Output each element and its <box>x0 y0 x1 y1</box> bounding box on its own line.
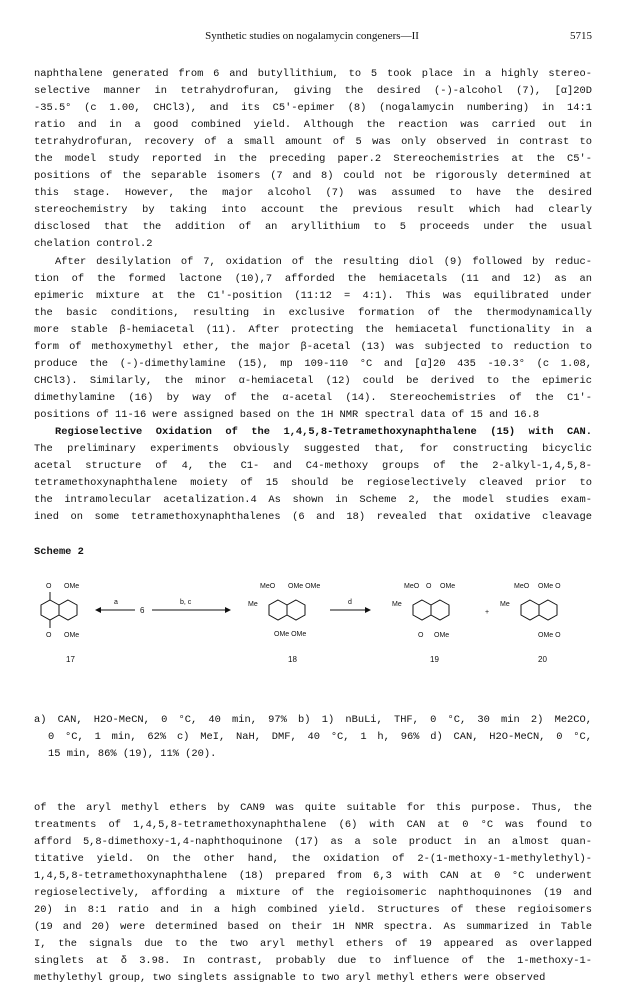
substituent-label: O <box>46 632 52 639</box>
text-line: tetrahydrofuran, recovery of a small amount of 5 was only observed in contrast to <box>34 136 592 149</box>
running-header <box>32 30 592 46</box>
text-line: singlets at δ 3.98. In contrast, probably due to influence of the 1-methoxy-1- <box>34 955 592 968</box>
text-line: ined on some tetramethoxynaphthalenes (6 and 18) revealed that oxidative cleavage <box>34 511 592 524</box>
paragraph-3 <box>34 424 592 526</box>
conditions-line: a) CAN, H2O-MeCN, 0 °C, 40 min, 97% b) 1) nBuLi, THF, 0 °C, 30 min 2) Me2CO, <box>34 714 592 726</box>
compound-18-structure <box>248 583 320 638</box>
arrow-label-a: a <box>114 599 118 606</box>
compound-18-label: 18 <box>288 655 297 664</box>
compound-19-label: 19 <box>430 655 439 664</box>
text-line: -35.5° (c 1.00, CHCl3), and its C5'-epimer (8) (nogalamycin numbering) in 14:1 <box>34 102 592 115</box>
paragraph-2 <box>34 254 592 424</box>
substituent-label: O <box>426 583 432 590</box>
section-heading: Regioselective Oxidation of the 1,4,5,8-Tetramethoxynaphthalene (15) with CAN. <box>55 426 592 438</box>
text-line: stereochemistry by taking into account the previous result which had clearly <box>34 204 592 217</box>
compound-6-label: 6 <box>140 606 145 615</box>
text-line: tion of the formed lactone (10),7 afforded the hemiacetals (11 and 12) as an <box>34 273 592 286</box>
text-line: 20) in 8:1 ratio and in a high combined yield. Structures of these regioisomers <box>34 904 592 917</box>
page-number: 5715 <box>570 30 592 42</box>
text-line: titative yield. On the other hand, the oxidation of 2-(1-methoxy-1-methylethyl)- <box>34 853 592 866</box>
substituent-label: O <box>418 632 424 639</box>
text-line: the basic conditions, resulting in exclusive formation of the thermodynamically <box>34 307 592 320</box>
substituent-label: OMe OMe <box>288 583 321 590</box>
text-line: dimethylamine (16) by way of the α-acetal (14). Stereochemistries of the C1'- <box>34 392 592 405</box>
text-line: After desilylation of 7, oxidation of the resulting diol (9) followed by reduc- <box>55 256 592 268</box>
substituent-label: OMe O <box>538 632 561 639</box>
text-line: form of methoxymethyl ether, the major β-acetal (13) was subjected to reduction to <box>34 341 592 354</box>
substituent-label: O <box>46 583 52 590</box>
compound-19-structure <box>392 583 455 639</box>
paragraph-1 <box>34 66 592 254</box>
text-line: ratio and in a good combined yield. Although the reaction was carried out in <box>34 119 592 132</box>
conditions-line: 15 min, 86% (19), 11% (20). <box>48 748 217 761</box>
text-line: this stage. However, the major alcohol (7) was assumed to have the desired <box>34 187 592 200</box>
text-line: epimeric mixture at the C1'-position (11:12 = 4:1). This was equilibrated under <box>34 290 592 303</box>
scheme-label: Scheme 2 <box>34 546 84 558</box>
substituent-label: Me <box>248 601 258 608</box>
text-line: tetramethoxynaphthalene moiety of 15 should be regioselectively cleaved prior to <box>34 477 592 490</box>
text-line: I, the signals due to the two aryl methyl ethers of 19 appeared as overlapped <box>34 938 592 951</box>
paragraph-4 <box>34 800 592 988</box>
text-line: treatments of 1,4,5,8-tetramethoxynaphthalene (6) with CAN at 0 °C was found to <box>34 819 592 832</box>
text-line: naphthalene generated from 6 and butyllithium, to 5 took place in a highly stereo- <box>34 68 592 80</box>
text-line: afford 5,8-dimethoxy-1,4-naphthoquinone (17) as a sole product in an almost quan- <box>34 836 592 849</box>
text-line: methylethyl group, two singlets assignable to two aryl methyl ethers were observed <box>34 972 546 985</box>
text-line: more stable β-hemiacetal (11). After protecting the hemiacetal functionality in a <box>34 324 592 337</box>
text-line: chelation control.2 <box>34 238 153 251</box>
text-line: positions of 11-16 were assigned based on the 1H NMR spectral data of 15 and 16.8 <box>34 409 540 422</box>
substituent-label: OMe <box>440 583 456 590</box>
reaction-scheme <box>30 570 594 690</box>
compound-20-label: 20 <box>538 655 547 664</box>
text-line: disclosed that the addition of an aryllithium to 5 proceeds under the usual <box>34 221 592 234</box>
substituent-label: OMe <box>64 583 80 590</box>
substituent-label: OMe <box>64 632 80 639</box>
text-line: regioselectively, affording a mixture of the regioisomeric naphthoquinones (19 and <box>34 887 592 900</box>
text-line: acetal structure of 4, the C1- and C4-methoxy groups of the 2-alkyl-1,4,5,8- <box>34 460 592 473</box>
substituent-label: Me <box>500 601 510 608</box>
text-line: of the aryl methyl ethers by CAN9 was quite suitable for this purpose. Thus, the <box>34 802 592 814</box>
substituent-label: Me <box>392 601 402 608</box>
text-line: the model study reported in the preceding paper.2 Stereochemistries at the C5'- <box>34 153 592 166</box>
substituent-label: OMe <box>434 632 450 639</box>
text-line: The preliminary experiments obviously suggested that, for constructing bicyclic <box>34 443 592 456</box>
text-line: CHCl3). Similarly, the minor α-hemiacetal (12) could be derived to the epimeric <box>34 375 592 388</box>
scheme-conditions <box>34 712 592 763</box>
arrow-label-d: d <box>348 599 352 606</box>
text-line: the intramolecular acetalization.4 As shown in Scheme 2, the model studies exam- <box>34 494 592 507</box>
substituent-label: MeO <box>404 583 420 590</box>
arrow-label-bc: b, c <box>180 599 192 606</box>
compound-17-structure <box>41 583 79 639</box>
text-line: produce the (-)-dimethylamine (15), mp 109-110 °C and [α]20 435 -10.3° (c 1.08, <box>34 358 592 371</box>
running-title: Synthetic studies on nogalamycin congeners—II <box>205 30 419 42</box>
text-line: selective manner in tetrahydrofuran, giving the desired (-)-alcohol (7), [α]20D <box>34 85 592 98</box>
substituent-label: OMe O <box>538 583 561 590</box>
compound-20-structure <box>500 583 561 639</box>
text-line: 1,4,5,8-tetramethoxynaphthalene (18) prepared from 6,3 with CAN at 0 °C underwent <box>34 870 592 883</box>
substituent-label: OMe OMe <box>274 631 307 638</box>
compound-17-label: 17 <box>66 655 75 664</box>
text-line: (19 and 20) were determined based on their 1H NMR spectra. As summarized in Table <box>34 921 592 934</box>
substituent-label: MeO <box>514 583 530 590</box>
plus-sign: + <box>485 609 490 616</box>
conditions-line: 0 °C, 1 min, 62% c) MeI, NaH, DMF, 40 °C, 1 h, 96% d) CAN, H2O-MeCN, 0 °C, <box>48 731 592 744</box>
scheme-drawing <box>30 570 594 690</box>
substituent-label: MeO <box>260 583 276 590</box>
text-line: positions of the separable isomers (7 and 8) could not be rigorously determined at <box>34 170 592 183</box>
